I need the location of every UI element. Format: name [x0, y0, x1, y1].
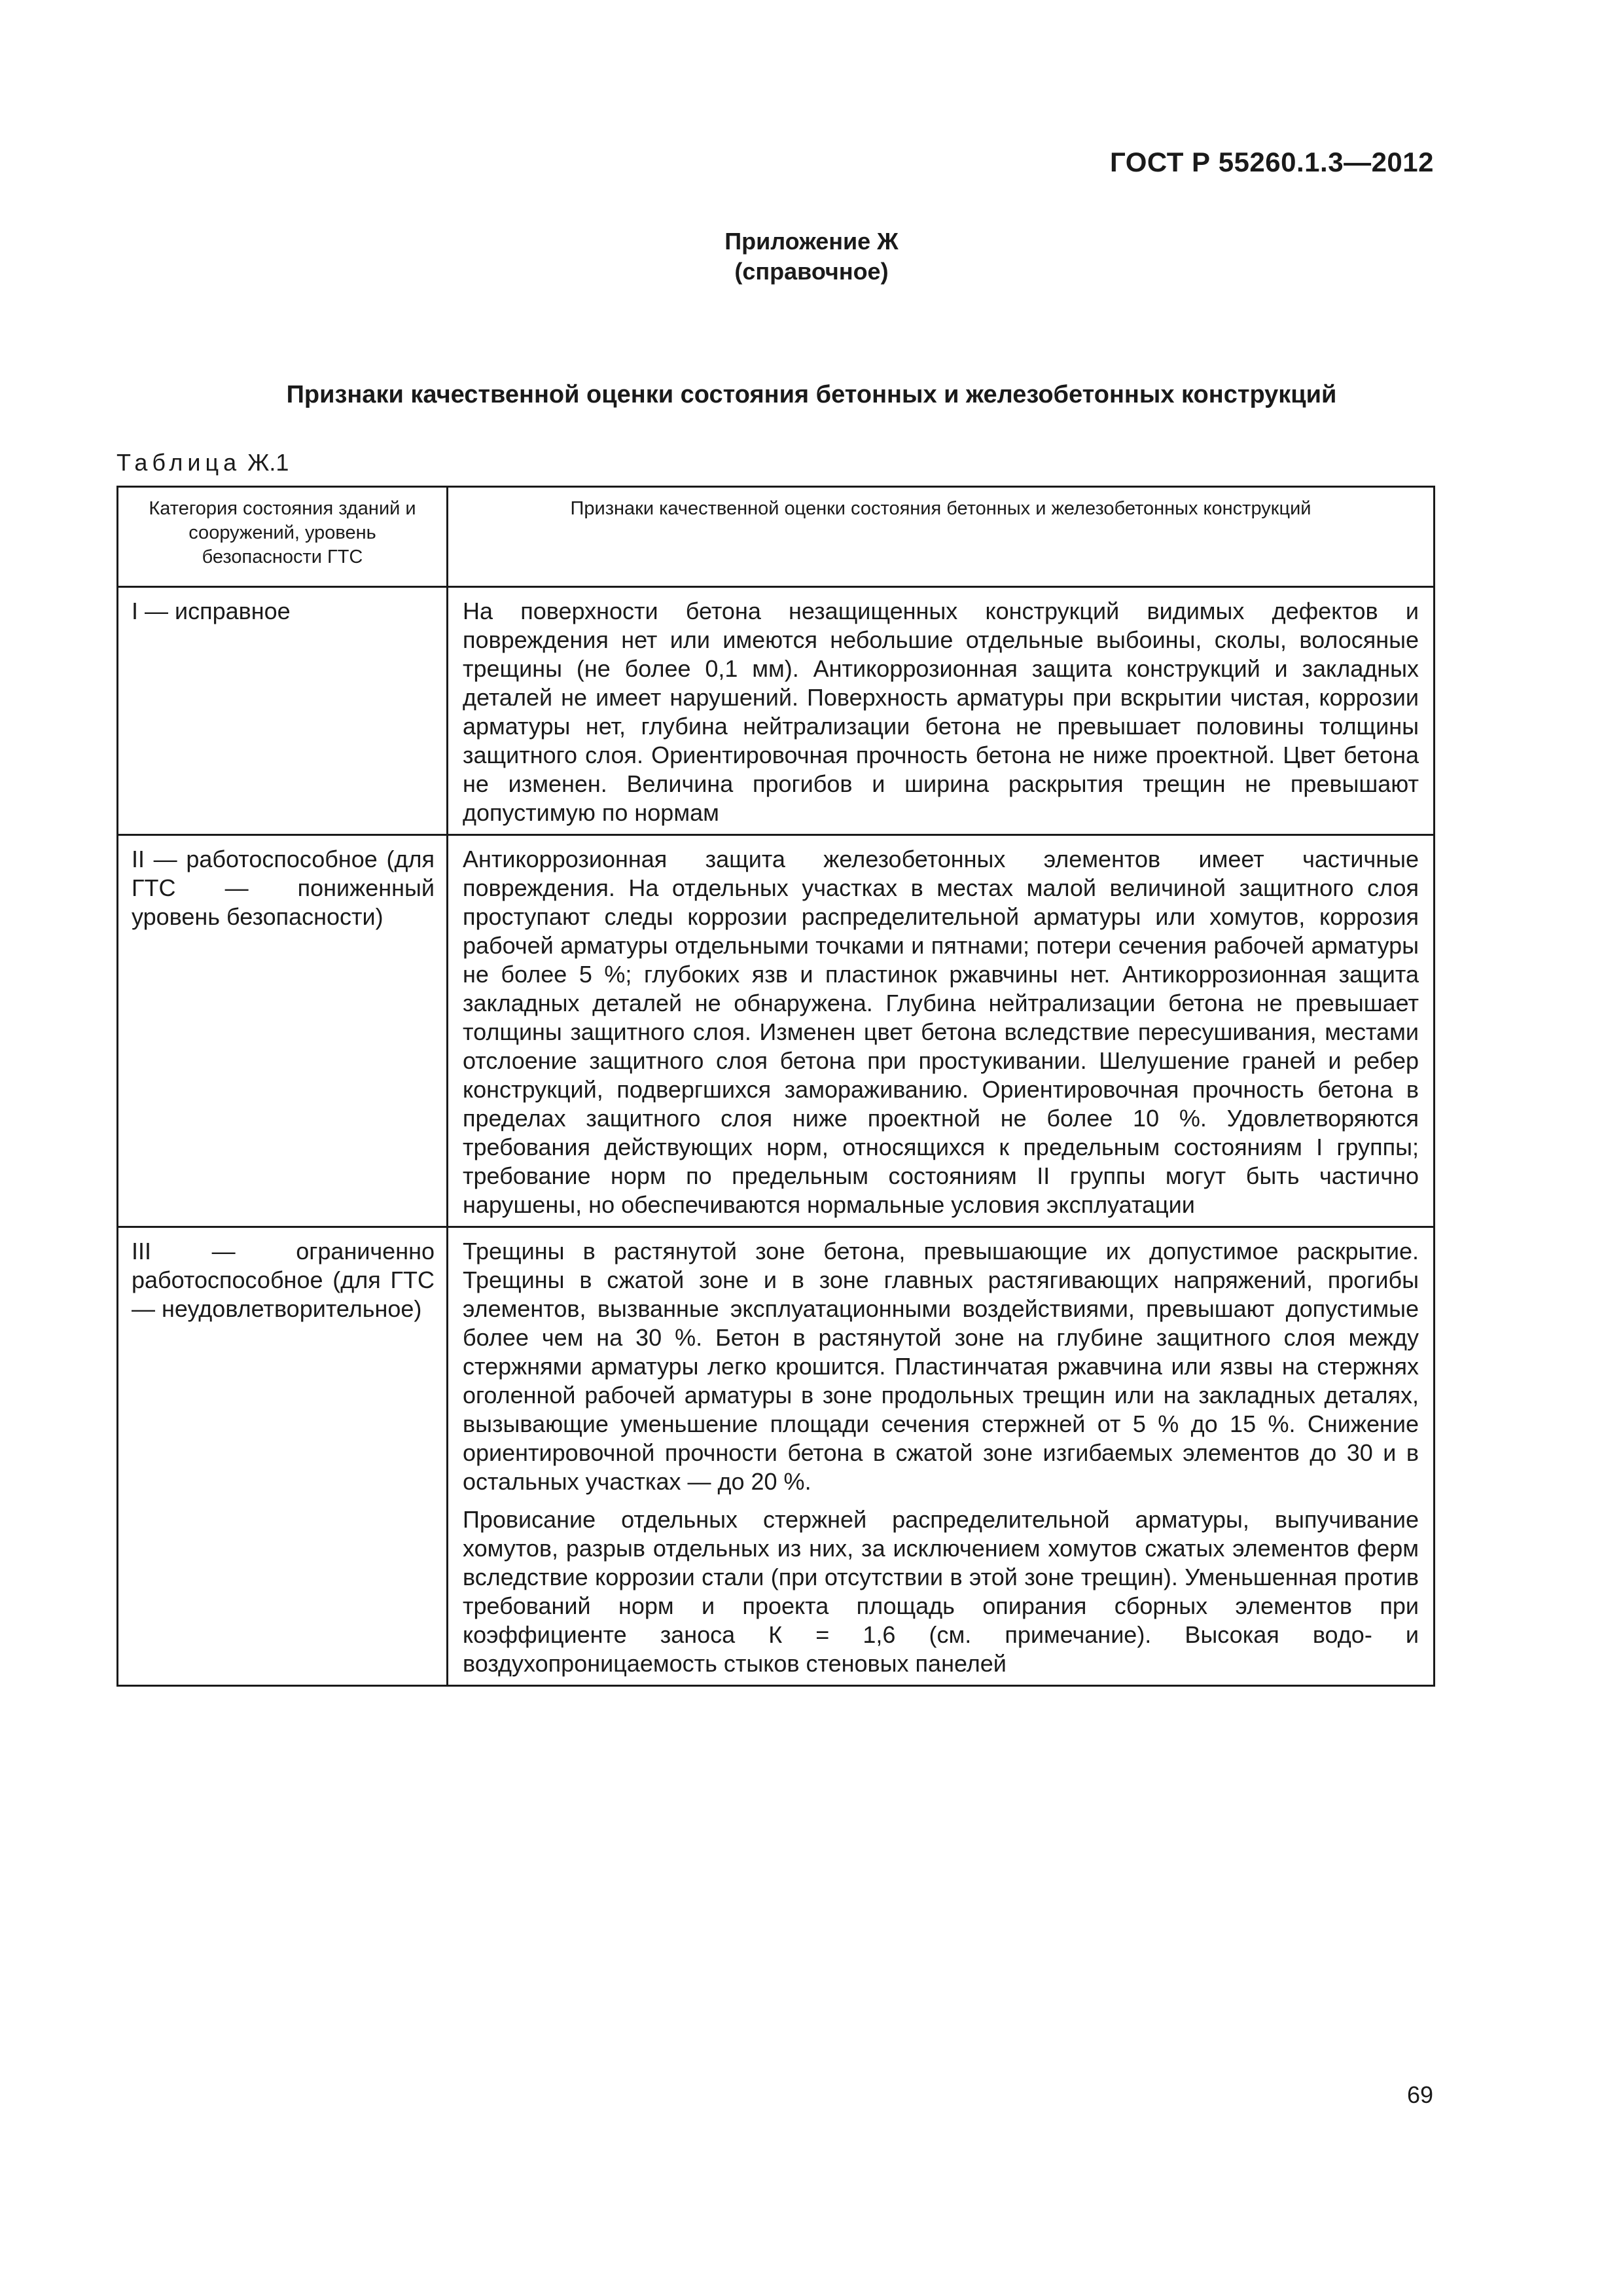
table-cell-category [118, 1227, 448, 1686]
document-code: ГОСТ Р 55260.1.3—2012 [1110, 147, 1434, 177]
appendix-title: Приложение Ж [724, 228, 899, 255]
description-paragraph: На поверхности бетона незащищенных конструкций видимых дефектов и повреждения нет или имеются небольшие отдельные выбоины, сколы, волосяные трещины (не более 0,1 мм). Антикоррозионная защита конструкций и закладных деталей не имеет нарушений. Поверхность арматуры при вскрытии чистая, коррозии арматуры нет, глубина нейтрализации бетона не превышает половины толщины защитного слоя. Ориентировочная прочность бетона не ниже проектной. Цвет бетона не изменен. Величина прогибов и ширина раскрытия трещин не превышают допустимую по нормам [463, 598, 1419, 826]
table-cell-description [448, 835, 1435, 1227]
table-row [118, 835, 1435, 1227]
category-text: III — ограниченно работоспособное (для ГТС — неудовлетворительное) [132, 1238, 435, 1322]
table-header-signs: Признаки качественной оценки состояния бетонных и железобетонных конструкций [448, 487, 1435, 587]
table-cell-category [118, 835, 448, 1227]
appendix-heading [0, 226, 1623, 287]
category-text: I — исправное [132, 598, 291, 624]
section-title: Признаки качественной оценки состояния бетонных и железобетонных конструкций [286, 381, 1337, 408]
table-label [116, 449, 289, 476]
description-paragraph: Трещины в растянутой зоне бетона, превышающие их допустимое раскрытие. Трещины в сжатой зоне и в зоне главных растягивающих напряжений, прогибы элементов, вызванные эксплуатационными воздействиями, превышают допустимые более чем на 30 %. Бетон в растянутой зоне на глубине защитного слоя между стержнями арматуры легко крошится. Пластинчатая ржавчина или язвы на стержнях оголенной рабочей арматуры в зоне продольных трещин или на закладных деталях, вызывающие уменьшение площади сечения стержней от 5 % до 15 %. Снижение ориентировочной прочности бетона в сжатой зоне изгибаемых элементов до 30 и в остальных участках — до 20 %. [463, 1238, 1419, 1495]
description-paragraph: Провисание отдельных стержней распределительной арматуры, выпучивание хомутов, разрыв отдельных из них, за исключением хомутов сжатых элементов ферм вследствие коррозии стали (при отсутствии в этой зоне трещин). Уменьшенная против требований норм и проекта площадь опирания сборных элементов при коэффициенте заноса К = 1,6 (см. примечание). Высокая водо- и воздухопроницаемость стыков стеновых панелей [463, 1506, 1419, 1677]
table-cell-category [118, 587, 448, 835]
category-text: II — работоспособное (для ГТС — пониженный уровень безопасности) [132, 846, 435, 930]
table-label-word: Таблица [116, 449, 241, 476]
description-paragraph: Антикоррозионная защита железобетонных элементов имеет частичные повреждения. На отдельных участках в местах малой величиной защитного слоя проступают следы коррозии распределительной арматуры или хомутов, коррозия рабочей арматуры отдельными точками и пятнами; потери сечения рабочей арматуры не более 5 %; глубоких язв и пластинок ржавчины нет. Антикоррозионная защита закладных деталей не обнаружена. Глубина нейтрализации бетона не превышает толщины защитного слоя. Изменен цвет бетона вследствие пересушивания, местами отслоение защитного слоя бетона при простукивании. Шелушение граней и ребер конструкций, подвергшихся замораживанию. Ориентировочная прочность бетона в пределах защитного слоя ниже проектной не более 10 %. Удовлетворяются требования действующих норм, относящихся к предельным состояниям I группы; требование норм по предельным состояниям II группы могут быть частично нарушены, но обеспечиваются нормальные условия эксплуатации [463, 846, 1419, 1218]
table-header-row [118, 487, 1435, 587]
table-row [118, 587, 1435, 835]
table-label-number: Ж.1 [247, 449, 289, 476]
page-number: 69 [1406, 2081, 1433, 2108]
table-cell-description [448, 1227, 1435, 1686]
table-row [118, 1227, 1435, 1686]
condition-table [116, 486, 1435, 1687]
table-header-category: Категория состояния зданий и сооружений, уровень безопасности ГТС [118, 487, 448, 587]
appendix-type: (справочное) [734, 258, 889, 285]
table-cell-description [448, 587, 1435, 835]
